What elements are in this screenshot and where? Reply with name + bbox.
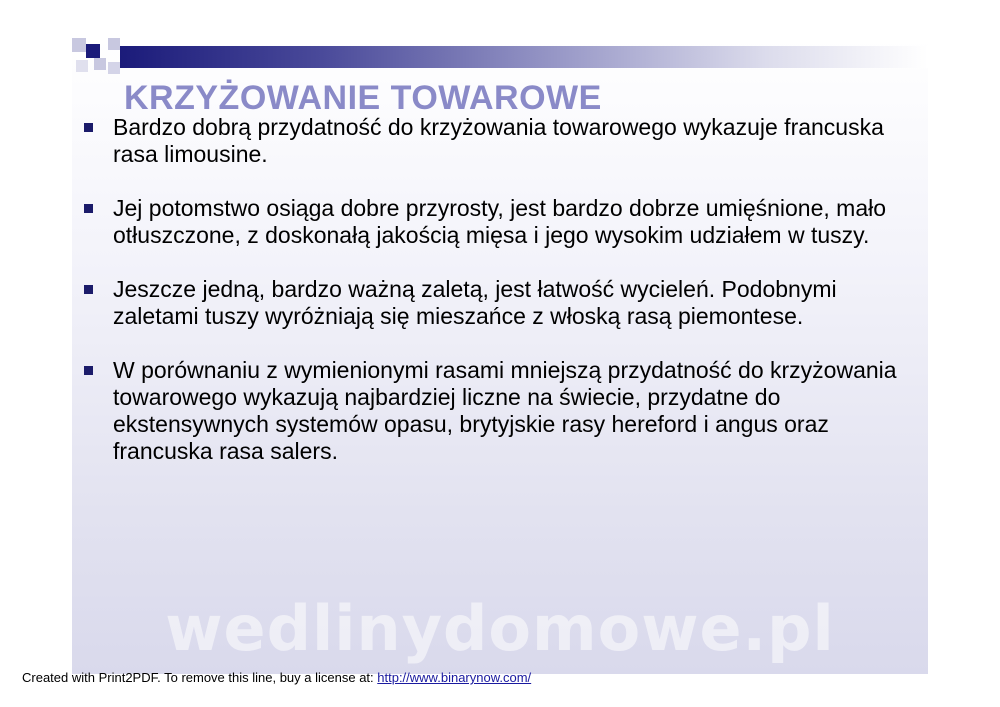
footer-text: Created with Print2PDF. To remove this line, buy a license at: [22, 670, 378, 685]
bullet-item [84, 357, 914, 465]
bullet-text: W porównaniu z wymienionymi rasami mniejszą przydatność do krzyżowania towarowego wykazują najbardziej liczne na świecie, przydatne do ekstensywnych systemów opasu, brytyjskie rasy hereford i angus oraz francuska rasa salers. [113, 357, 897, 464]
square-bullet-icon [84, 123, 93, 132]
slide [72, 38, 928, 674]
title-gradient-bar [120, 46, 928, 68]
square-bullet-icon [84, 366, 93, 375]
decor-square [94, 58, 106, 70]
slide-title: KRZYŻOWANIE TOWAROWE [124, 79, 602, 117]
bullet-text: Jej potomstwo osiąga dobre przyrosty, jest bardzo dobrze umięśnione, mało otłuszczone, z doskonałą jakością mięsa i jego wysokim udziałem w tuszy. [113, 195, 887, 248]
watermark: wedlinydomowe.pl [165, 592, 835, 665]
bullet-item [84, 195, 914, 249]
decor-square [108, 62, 120, 74]
decor-square [76, 60, 88, 72]
print2pdf-footer [22, 670, 531, 686]
bullet-text: Bardzo dobrą przydatność do krzyżowania towarowego wykazuje francuska rasa limousine. [113, 114, 884, 167]
decor-square [86, 44, 100, 58]
license-link[interactable]: http://www.binarynow.com/ [377, 670, 532, 685]
square-bullet-icon [84, 285, 93, 294]
bullet-item [84, 114, 914, 168]
bullet-item [84, 276, 914, 330]
bullet-text: Jeszcze jedną, bardzo ważną zaletą, jest łatwość wycieleń. Podobnymi zaletami tuszy wyróżniają się mieszańce z włoską rasą piemontese. [113, 276, 837, 329]
square-bullet-icon [84, 204, 93, 213]
decor-square [108, 38, 120, 50]
decor-square [72, 38, 86, 52]
bullet-list [84, 114, 914, 492]
